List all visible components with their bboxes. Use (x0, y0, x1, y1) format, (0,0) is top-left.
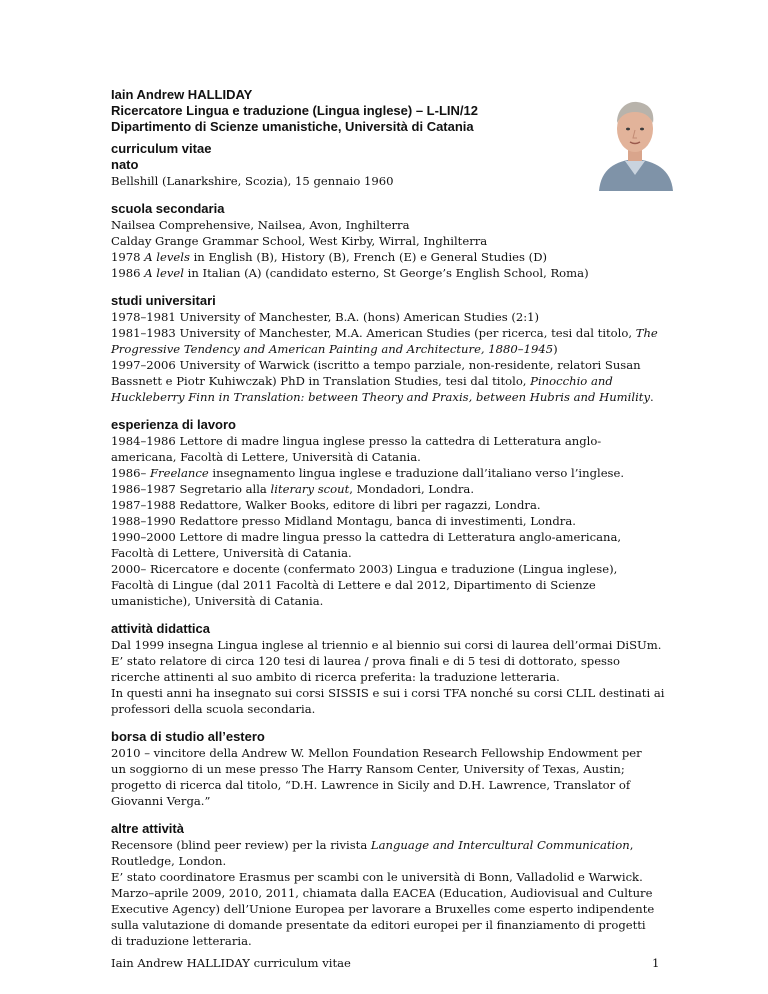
section-line: americana, Facoltà di Lettere, Università di Catania. (111, 450, 421, 464)
section-secondary (111, 201, 671, 281)
section-line: 1978–1981 University of Manchester, B.A. (hons) American Studies (2:1) (111, 310, 540, 324)
section-line: Routledge, London. (111, 854, 227, 868)
section-line: Marzo–aprile 2009, 2010, 2011, chiamata dalla EACEA (Education, Audiovisual and Culture (111, 886, 653, 900)
section-line: 1987–1988 Redattore, Walker Books, editore di libri per ragazzi, Londra. (111, 498, 541, 512)
section-line: Recensore (blind peer review) per la rivista Language and Intercultural Communication, (111, 838, 634, 852)
section-line: progetto di ricerca dal titolo, “D.H. Lawrence in Sicily and D.H. Lawrence, Translator of (111, 778, 631, 792)
section-title: borsa di studio all’estero (111, 729, 265, 744)
footer-text: Iain Andrew HALLIDAY curriculum vitae (111, 956, 351, 970)
section-line: E’ stato relatore di circa 120 tesi di laurea / prova finali e di 5 tesi di dottorato, spesso (111, 654, 620, 668)
section-title: scuola secondaria (111, 201, 225, 216)
section-line: 1986 A level in Italian (A) (candidato esterno, St George’s English School, Roma) (111, 266, 589, 280)
section-teaching (111, 621, 671, 717)
section-line: Calday Grange Grammar School, West Kirby, Wirral, Inghilterra (111, 234, 488, 248)
section-line: E’ stato coordinatore Erasmus per scambi con le università di Bonn, Valladolid e Warwick. (111, 870, 643, 884)
section-title: attività didattica (111, 621, 210, 636)
section-line: professori della scuola secondaria. (111, 702, 316, 716)
section-line: Dal 1999 insegna Lingua inglese al triennio e al biennio sui corsi di laurea dell’ormai DiSUm. (111, 638, 662, 652)
author-role: Ricercatore Lingua e traduzione (Lingua inglese) – L-LIN/12 (111, 103, 478, 118)
section-university (111, 293, 671, 405)
cv-body (111, 141, 671, 961)
section-line: Progressive Tendency and American Painting and Architecture, 1880–1945) (111, 342, 558, 356)
section-line: 1988–1990 Redattore presso Midland Montagu, banca di investimenti, Londra. (111, 514, 576, 528)
section-line: 1981–1983 University of Manchester, M.A. American Studies (per ricerca, tesi dal titolo, The (111, 326, 658, 340)
section-line: Huckleberry Finn in Translation: between Theory and Praxis, between Hubris and Humility. (111, 390, 654, 404)
author-department: Dipartimento di Scienze umanistiche, Università di Catania (111, 119, 474, 134)
section-line: sulla valutazione di domande presentate da editori europei per il finanziamento di progetti (111, 918, 646, 932)
section-line: 2000– Ricercatore e docente (confermato 2003) Lingua e traduzione (Lingua inglese), (111, 562, 618, 576)
section-title: altre attività (111, 821, 184, 836)
section-line: 1990–2000 Lettore di madre lingua presso la cattedra di Letteratura anglo-americana, (111, 530, 622, 544)
section-line: Giovanni Verga.” (111, 794, 211, 808)
section-scholarship (111, 729, 671, 809)
section-line: Executive Agency) dell’Unione Europea per lavorare a Bruxelles come esperto indipendente (111, 902, 655, 916)
section-line: di traduzione letteraria. (111, 934, 252, 948)
section-title: esperienza di lavoro (111, 417, 236, 432)
document-header (111, 87, 478, 135)
section-line: 1978 A levels in English (B), History (B), French (E) e General Studies (D) (111, 250, 548, 264)
section-line: un soggiorno di un mese presso The Harry Ransom Center, University of Texas, Austin; (111, 762, 625, 776)
page-number: 1 (652, 956, 660, 970)
section-line: ricerche attinenti al suo ambito di ricerca preferita: la traduzione letteraria. (111, 670, 560, 684)
section-line: 1986–1987 Segretario alla literary scout, Mondadori, Londra. (111, 482, 475, 496)
born-text: Bellshill (Lanarkshire, Scozia), 15 gennaio 1960 (111, 174, 394, 188)
born-label: nato (111, 157, 139, 172)
section-other (111, 821, 671, 949)
section-line: Nailsea Comprehensive, Nailsea, Avon, Inghilterra (111, 218, 410, 232)
author-name: Iain Andrew HALLIDAY (111, 87, 253, 102)
section-line: Bassnett e Piotr Kuhiwczak) PhD in Translation Studies, tesi dal titolo, Pinocchio and (111, 374, 613, 388)
section-line: 1986– Freelance insegnamento lingua inglese e traduzione dall’italiano verso l’inglese. (111, 466, 625, 480)
section-line: 1984–1986 Lettore di madre lingua inglese presso la cattedra di Letteratura anglo- (111, 434, 602, 448)
section-line: 1997–2006 University of Warwick (iscritto a tempo parziale, non-residente, relatori Susan (111, 358, 641, 372)
section-work (111, 417, 671, 609)
section-line: 2010 – vincitore della Andrew W. Mellon Foundation Research Fellowship Endowment per (111, 746, 642, 760)
section-line: Facoltà di Lingue (dal 2011 Facoltà di Lettere e dal 2012, Dipartimento di Scienze (111, 578, 596, 592)
section-title: studi universitari (111, 293, 216, 308)
cv-intro (111, 141, 671, 189)
section-line: umanistiche), Università di Catania. (111, 594, 324, 608)
section-line: In questi anni ha insegnato sui corsi SISSIS e sui i corsi TFA nonché su corsi CLIL destinati ai (111, 686, 665, 700)
section-line: Facoltà di Lettere, Università di Catania. (111, 546, 352, 560)
cv-label: curriculum vitae (111, 141, 212, 156)
